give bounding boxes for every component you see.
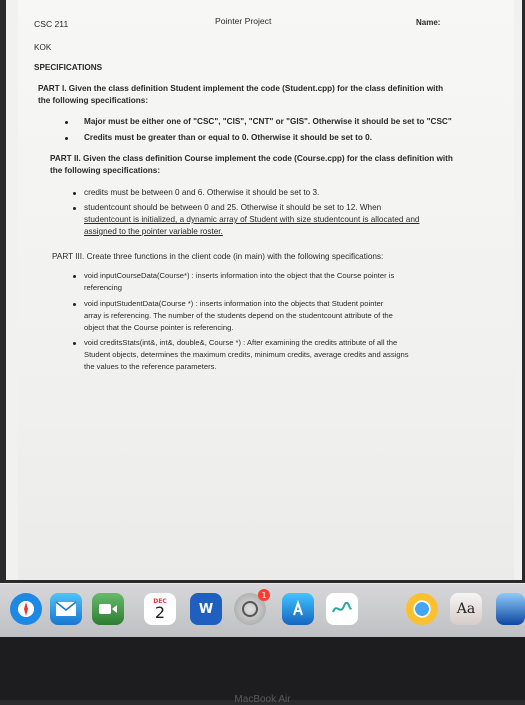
part2-bullet2-line2: studentcount is initialized, a dynamic array of Student with size studentcount is allocated and	[84, 215, 420, 224]
part2-intro-line1: PART II. Given the class definition Course implement the code (Course.cpp) for the class definition with	[50, 154, 453, 163]
word-icon[interactable]	[190, 593, 222, 625]
course-code: CSC 211	[34, 19, 69, 29]
part2-intro-line2: the following specifications:	[50, 166, 161, 175]
laptop-bezel	[0, 637, 525, 700]
part1-bullet2: Credits must be greater than or equal to 0. Otherwise it should be set to 0.	[84, 133, 372, 142]
app-icon[interactable]	[234, 590, 267, 625]
macos-dock	[0, 583, 525, 638]
bullet-dot	[73, 275, 76, 278]
freeform-icon[interactable]	[326, 593, 358, 625]
calendar-icon[interactable]	[144, 593, 176, 625]
part3-intro: PART III. Create three functions in the client code (in main) with the following specifications:	[52, 252, 384, 261]
bullet-dot	[73, 207, 76, 210]
part2-bullet1: credits must be between 0 and 6. Otherwise it should be set to 3.	[84, 188, 320, 197]
part3-bullet1-line2: referencing	[84, 283, 122, 292]
dictionary-label: Aa	[456, 601, 476, 617]
word-letter: W	[198, 601, 214, 617]
dictionary-icon[interactable]	[450, 593, 482, 625]
part1-intro-line2: the following specifications:	[38, 96, 149, 105]
document-page	[6, 0, 522, 580]
name-label: Name:	[416, 18, 441, 27]
safari-icon[interactable]	[10, 593, 42, 625]
chrome-icon[interactable]	[406, 593, 438, 625]
calendar-month: DEC	[153, 597, 167, 605]
part1-bullet1: Major must be either one of "CSC", "CIS", "CNT" or "GIS". Otherwise it should be set to "CSC"	[84, 117, 452, 126]
mail-icon[interactable]	[50, 593, 82, 625]
kok-label: KOK	[34, 43, 52, 52]
appstore-icon[interactable]	[282, 593, 314, 625]
part3-bullet2-line1: void inputStudentData(Course *) : inserts information into the objects that Student pointer	[84, 299, 384, 308]
bullet-dot	[65, 137, 68, 140]
document-paper	[18, 0, 514, 580]
specifications-heading: SPECIFICATIONS	[34, 63, 103, 72]
calendar-day: 2	[154, 602, 166, 622]
part3-bullet3-line1: void creditsStats(int&, int&, double&, Course *) : After examining the credits attribute of all the	[84, 338, 398, 347]
part3-bullet1-line1: void inputCourseData(Course*) : inserts information into the object that the Course pointer is	[84, 271, 395, 280]
bullet-dot	[73, 303, 76, 306]
part3-bullet2-line3: object that the Course pointer is referencing.	[84, 323, 234, 332]
bullet-dot	[73, 192, 76, 195]
document-title: Pointer Project	[215, 16, 272, 26]
part2-bullet2-line3: assigned to the pointer variable roster.	[84, 227, 223, 236]
bullet-dot	[65, 121, 68, 124]
part3-bullet2-line2: array is referencing. The number of the students depend on the studentcount attribute of the	[84, 311, 393, 320]
part3-bullet3-line3: the values to the reference parameters.	[84, 362, 217, 371]
part2-bullet2-line1: studentcount should be between 0 and 25. Otherwise it should be set to 12. When	[84, 203, 382, 212]
photos-icon[interactable]	[496, 593, 525, 625]
brand-label: MacBook Air	[234, 694, 291, 705]
notification-badge: 1	[258, 589, 270, 601]
part1-intro-line1: PART I. Given the class definition Student implement the code (Student.cpp) for the class definition with	[38, 84, 444, 93]
facetime-icon[interactable]	[92, 593, 124, 625]
bullet-dot	[73, 342, 76, 345]
part3-bullet3-line2: Student objects, determines the maximum credits, minimum credits, average credits and assigns	[84, 350, 409, 359]
